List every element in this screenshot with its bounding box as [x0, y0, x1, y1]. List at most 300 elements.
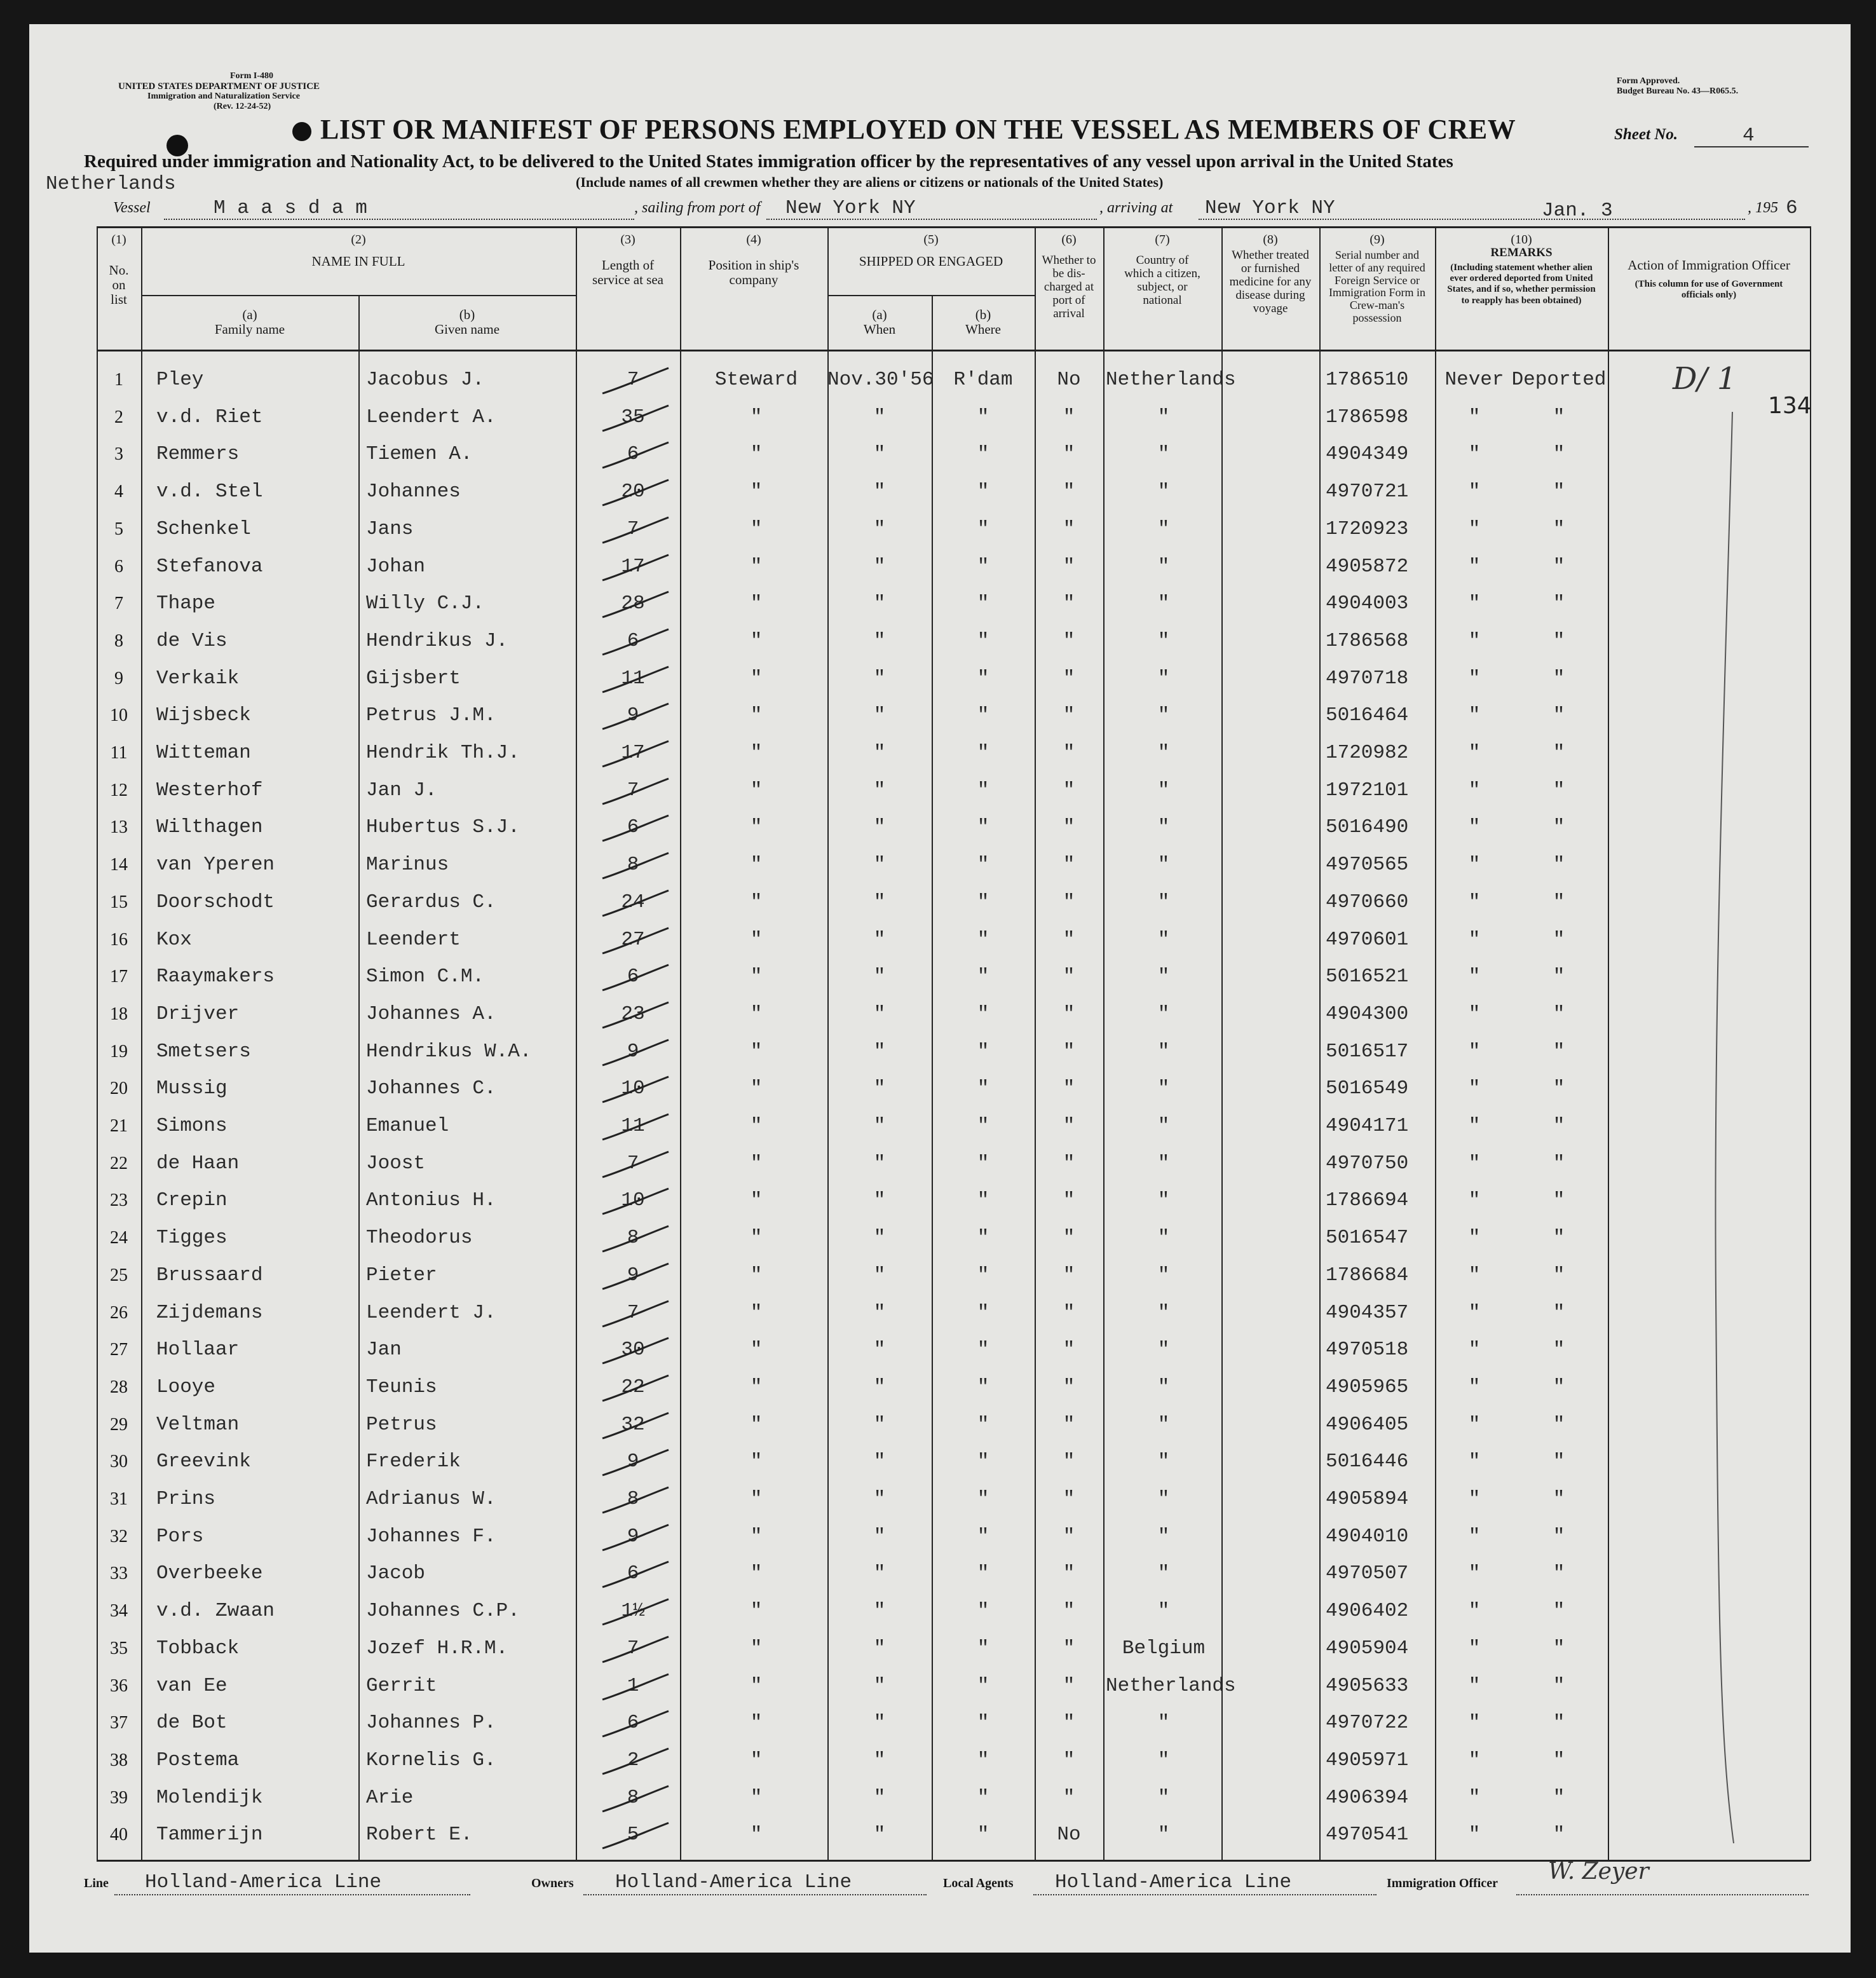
shipped-sub-divider	[827, 295, 1035, 296]
discharged: "	[1063, 1115, 1075, 1137]
discharged: "	[1063, 1450, 1075, 1473]
row-number: 20	[110, 1079, 128, 1099]
family-name: Postema	[156, 1749, 240, 1771]
service-strike-mark	[597, 1299, 674, 1330]
family-name: Greevink	[156, 1450, 251, 1473]
table-row	[29, 1481, 1851, 1518]
shipped-when: "	[873, 1189, 886, 1212]
discharged: "	[1063, 1637, 1075, 1660]
family-name: Tammerijn	[156, 1824, 263, 1846]
shipped-where: "	[977, 481, 989, 503]
service-length: 6	[627, 1712, 639, 1735]
service-length: 7	[627, 1637, 639, 1660]
country: "	[1157, 742, 1170, 764]
service-strike-mark	[597, 1000, 674, 1032]
position: "	[750, 816, 763, 839]
family-name: Simons	[156, 1115, 228, 1137]
position: "	[750, 517, 763, 540]
table-row	[29, 623, 1851, 660]
position: "	[750, 1189, 763, 1212]
serial-number: 4904003	[1326, 592, 1409, 615]
discharged: "	[1063, 629, 1075, 652]
country: "	[1157, 406, 1170, 428]
vessel-name: M a a s d a m	[214, 197, 367, 219]
discharged: "	[1063, 1077, 1075, 1100]
remarks-never: "	[1468, 779, 1481, 801]
given-name: Joost	[366, 1152, 426, 1175]
discharged: "	[1063, 443, 1075, 466]
family-name: Stefanova	[156, 555, 263, 578]
shipped-where: "	[977, 1264, 989, 1286]
position: "	[750, 555, 763, 578]
discharged: "	[1063, 1749, 1075, 1771]
row-number: 4	[114, 482, 123, 502]
shipped-where: "	[977, 854, 989, 876]
serial-number: 4970722	[1326, 1712, 1409, 1735]
given-name: Johannes F.	[366, 1525, 496, 1548]
shipped-where: "	[977, 1674, 989, 1697]
serial-number: 5016547	[1326, 1227, 1409, 1250]
family-name: v.d. Riet	[156, 406, 263, 428]
discharged: "	[1063, 1339, 1075, 1361]
remarks-never: "	[1468, 629, 1481, 652]
table-row	[29, 1780, 1851, 1817]
shipped-where: "	[977, 1040, 989, 1063]
family-name: v.d. Stel	[156, 481, 263, 503]
shipped-where: "	[977, 1301, 989, 1324]
serial-number: 4970518	[1326, 1339, 1409, 1361]
serial-number: 4904171	[1326, 1115, 1409, 1137]
service-strike-mark	[597, 477, 674, 509]
discharged: "	[1063, 555, 1075, 578]
position: "	[750, 629, 763, 652]
row-number: 40	[110, 1825, 128, 1845]
arriving-label: , arriving at	[1099, 200, 1173, 216]
remarks-deported: "	[1553, 854, 1565, 876]
col2-title: NAME IN FULL	[311, 254, 405, 269]
shipped-where: "	[977, 1152, 989, 1175]
position: "	[750, 928, 763, 951]
row-number: 29	[110, 1414, 128, 1435]
country: Netherlands	[1106, 1674, 1236, 1697]
remarks-deported: "	[1553, 1077, 1565, 1100]
serial-number: 4904300	[1326, 1002, 1409, 1025]
serial-number: 5016549	[1326, 1077, 1409, 1100]
shipped-when: "	[873, 1339, 886, 1361]
col3-number: (3)	[620, 233, 636, 247]
col2a-header	[141, 308, 358, 337]
row-number: 25	[110, 1265, 128, 1285]
row-number: 28	[110, 1377, 128, 1397]
table-row	[29, 958, 1851, 996]
shipped-when: "	[873, 1115, 886, 1137]
discharged: "	[1063, 592, 1075, 615]
position: "	[750, 1824, 763, 1846]
position: "	[750, 592, 763, 615]
family-name: de Haan	[156, 1152, 240, 1175]
col4-number: (4)	[746, 233, 761, 247]
col5a-header	[827, 308, 932, 337]
service-strike-mark	[597, 1672, 674, 1703]
table-row	[29, 1555, 1851, 1593]
discharged: "	[1063, 1040, 1075, 1063]
shipped-when: "	[873, 1749, 886, 1771]
shipped-where: "	[977, 1637, 989, 1660]
service-length: 9	[627, 1040, 639, 1063]
given-name: Hubertus S.J.	[366, 816, 520, 839]
family-name: Smetsers	[156, 1040, 251, 1063]
col5a-title: When	[863, 322, 896, 338]
remarks-deported: "	[1553, 816, 1565, 839]
service-strike-mark	[597, 440, 674, 472]
service-length: 23	[621, 1002, 645, 1025]
owners-value: Holland-America Line	[615, 1871, 852, 1893]
row-number: 7	[114, 594, 123, 614]
given-name: Petrus J.M.	[366, 704, 496, 727]
position: "	[750, 1637, 763, 1660]
position: "	[750, 1115, 763, 1137]
shipped-where: "	[977, 517, 989, 540]
given-name: Pieter	[366, 1264, 437, 1286]
country: Belgium	[1122, 1637, 1206, 1660]
discharged: "	[1063, 1562, 1075, 1585]
row-number: 37	[110, 1713, 128, 1733]
service-length: 9	[627, 1450, 639, 1473]
service-length: 8	[627, 1786, 639, 1809]
position: "	[750, 481, 763, 503]
shipped-when: "	[873, 555, 886, 578]
discharged: "	[1063, 965, 1075, 988]
country: "	[1157, 1786, 1170, 1809]
table-top-border	[97, 226, 1810, 228]
remarks-deported: "	[1553, 406, 1565, 428]
service-length: 27	[621, 928, 645, 951]
shipped-when: "	[873, 965, 886, 988]
shipped-where: "	[977, 816, 989, 839]
family-name: Wijsbeck	[156, 704, 251, 727]
table-row	[29, 1108, 1851, 1145]
position: "	[750, 1227, 763, 1250]
col5-number: (5)	[923, 233, 939, 247]
position: "	[750, 1152, 763, 1175]
table-row	[29, 1668, 1851, 1705]
arrival-date: Jan. 3	[1542, 200, 1613, 222]
country: "	[1157, 965, 1170, 988]
serial-number: 1786510	[1326, 369, 1409, 391]
family-name: Pors	[156, 1525, 204, 1548]
service-strike-mark	[597, 1485, 674, 1517]
discharged: "	[1063, 481, 1075, 503]
remarks-never: "	[1468, 1002, 1481, 1025]
service-length: 17	[621, 555, 645, 578]
family-name: Molendijk	[156, 1786, 263, 1809]
service-length: 35	[621, 406, 645, 428]
col1-title: No. on list	[109, 263, 129, 308]
remarks-deported: "	[1553, 1450, 1565, 1473]
remarks-never: "	[1468, 928, 1481, 951]
shipped-when: "	[873, 1600, 886, 1623]
serial-number: 4905965	[1326, 1375, 1409, 1398]
country: "	[1157, 443, 1170, 466]
table-row	[29, 772, 1851, 810]
position: "	[750, 779, 763, 801]
given-name: Willy C.J.	[366, 592, 485, 615]
family-name: Crepin	[156, 1189, 228, 1212]
position: "	[750, 742, 763, 764]
discharged: "	[1063, 704, 1075, 727]
service-strike-mark	[597, 1074, 674, 1106]
shipped-when: "	[873, 890, 886, 913]
shipped-where: "	[977, 928, 989, 951]
discharged: "	[1063, 779, 1075, 801]
service-length: 17	[621, 742, 645, 764]
given-name: Kornelis G.	[366, 1749, 496, 1771]
given-name: Leendert A.	[366, 406, 496, 428]
position: "	[750, 1749, 763, 1771]
shipped-when: "	[873, 592, 886, 615]
col4-header	[680, 233, 827, 287]
col3-header	[576, 233, 680, 287]
position: "	[750, 854, 763, 876]
row-number: 15	[110, 892, 128, 912]
col11-title: Action of Immigration Officer	[1628, 257, 1790, 273]
country: "	[1157, 1227, 1170, 1250]
serial-number: 4970718	[1326, 667, 1409, 690]
family-name: de Vis	[156, 629, 228, 652]
country: "	[1157, 1077, 1170, 1100]
service-strike-mark	[597, 1112, 674, 1143]
position: "	[750, 1040, 763, 1063]
service-length: 7	[627, 517, 639, 540]
shipped-when: "	[873, 1264, 886, 1286]
discharged: "	[1063, 1712, 1075, 1735]
given-name: Frederik	[366, 1450, 461, 1473]
row-number: 3	[114, 444, 123, 465]
table-row	[29, 922, 1851, 959]
shipped-where: "	[977, 592, 989, 615]
remarks-deported: "	[1553, 1637, 1565, 1660]
shipped-where: "	[977, 555, 989, 578]
row-number: 16	[110, 929, 128, 950]
discharged: "	[1063, 816, 1075, 839]
remarks-never: Never	[1444, 369, 1504, 391]
position: "	[750, 1002, 763, 1025]
position: "	[750, 1488, 763, 1510]
service-strike-mark	[597, 552, 674, 584]
remarks-never: "	[1468, 1375, 1481, 1398]
service-length: 6	[627, 443, 639, 466]
shipped-where: "	[977, 779, 989, 801]
service-strike-mark	[597, 1261, 674, 1293]
discharged: "	[1063, 1152, 1075, 1175]
officer-mark: D/ 1	[1673, 361, 1737, 397]
given-name: Leendert J.	[366, 1301, 496, 1324]
service-length: 5	[627, 1824, 639, 1846]
table-row	[29, 1817, 1851, 1854]
service-length: 28	[621, 592, 645, 615]
row-number: 33	[110, 1564, 128, 1584]
country: "	[1157, 1040, 1170, 1063]
service-length: 9	[627, 1264, 639, 1286]
service-length: 11	[621, 667, 645, 690]
shipped-when: "	[873, 1674, 886, 1697]
col7-title: Country of which a citizen, subject, or national	[1124, 254, 1200, 307]
given-name: Emanuel	[366, 1115, 449, 1137]
remarks-deported: "	[1553, 1674, 1565, 1697]
table-row	[29, 436, 1851, 474]
service-length: 1	[627, 1674, 639, 1697]
row-number: 38	[110, 1750, 128, 1770]
country: "	[1157, 1413, 1170, 1436]
service-strike-mark	[597, 1709, 674, 1740]
row-number: 32	[110, 1526, 128, 1546]
service-strike-mark	[597, 1149, 674, 1181]
officer-signature: W. Zeyer	[1548, 1859, 1649, 1885]
service-strike-mark	[597, 888, 674, 920]
remarks-deported: "	[1553, 1189, 1565, 1212]
service-length: 6	[627, 816, 639, 839]
shipped-when: "	[873, 1562, 886, 1585]
col10-title: REMARKS	[1490, 246, 1553, 259]
discharged: "	[1063, 1227, 1075, 1250]
given-name: Gerrit	[366, 1674, 437, 1697]
discharged: "	[1063, 928, 1075, 951]
service-length: 7	[627, 1301, 639, 1324]
remarks-deported: "	[1553, 1525, 1565, 1548]
position: "	[750, 1525, 763, 1548]
country: "	[1157, 629, 1170, 652]
position: "	[750, 1301, 763, 1324]
serial-number: 4905894	[1326, 1488, 1409, 1510]
manifest-subtitle: Required under immigration and Nationality Act, to be delivered to the United States immigration officer by the representatives of any vessel upon arrival in the United States	[84, 151, 1453, 172]
year-prefix: , 195	[1748, 200, 1778, 216]
shipped-where: "	[977, 890, 989, 913]
service-length: 9	[627, 704, 639, 727]
table-row	[29, 847, 1851, 884]
given-name: Antonius H.	[366, 1189, 496, 1212]
remarks-never: "	[1468, 517, 1481, 540]
service-strike-mark	[597, 1037, 674, 1069]
sailing-label: , sailing from port of	[634, 200, 761, 216]
table-row	[29, 697, 1851, 735]
shipped-when: "	[873, 1525, 886, 1548]
remarks-deported: "	[1553, 1339, 1565, 1361]
shipped-where: "	[977, 1712, 989, 1735]
officer-label: Immigration Officer	[1387, 1876, 1498, 1890]
discharged: "	[1063, 1264, 1075, 1286]
row-number: 12	[110, 780, 128, 800]
country: "	[1157, 1339, 1170, 1361]
col2b-letter: (b)	[459, 307, 475, 322]
shipped-where: "	[977, 629, 989, 652]
given-name: Gerardus C.	[366, 890, 496, 913]
position: "	[750, 1264, 763, 1286]
shipped-when: "	[873, 406, 886, 428]
serial-number: 4970601	[1326, 928, 1409, 951]
remarks-deported: "	[1553, 443, 1565, 466]
table-row	[29, 1407, 1851, 1444]
service-length: 1½	[621, 1600, 645, 1623]
remarks-never: "	[1468, 406, 1481, 428]
row-number: 30	[110, 1452, 128, 1472]
department-name: UNITED STATES DEPARTMENT OF JUSTICE	[118, 81, 320, 92]
row-number: 26	[110, 1302, 128, 1323]
given-name: Leendert	[366, 928, 461, 951]
table-row	[29, 996, 1851, 1033]
col7-number: (7)	[1155, 233, 1170, 247]
remarks-never: "	[1468, 1413, 1481, 1436]
col9-title: Serial number and letter of any required Foreign Service or Immigration Form in Crew-man's possession	[1329, 249, 1425, 324]
row-number: 1	[114, 370, 123, 390]
serial-number: 1786568	[1326, 629, 1409, 652]
table-row	[29, 1295, 1851, 1332]
discharged: "	[1063, 1189, 1075, 1212]
position: "	[750, 1674, 763, 1697]
serial-number: 4970721	[1326, 481, 1409, 503]
row-number: 23	[110, 1190, 128, 1211]
position: "	[750, 443, 763, 466]
agents-label: Local Agents	[943, 1876, 1014, 1890]
serial-number: 1786684	[1326, 1264, 1409, 1286]
family-name: de Bot	[156, 1712, 228, 1735]
given-name: Johannes P.	[366, 1712, 496, 1735]
remarks-deported: "	[1553, 1488, 1565, 1510]
country: "	[1157, 1115, 1170, 1137]
serial-number: 4970507	[1326, 1562, 1409, 1585]
service-length: 32	[621, 1413, 645, 1436]
shipped-when: "	[873, 629, 886, 652]
col9-number: (9)	[1370, 233, 1385, 247]
remarks-deported: "	[1553, 1712, 1565, 1735]
service-length: 7	[627, 779, 639, 801]
country: "	[1157, 779, 1170, 801]
country: "	[1157, 1600, 1170, 1623]
family-name: Doorschodt	[156, 890, 275, 913]
remarks-never: "	[1468, 742, 1481, 764]
remarks-never: "	[1468, 854, 1481, 876]
family-name: v.d. Zwaan	[156, 1600, 275, 1623]
service-strike-mark	[597, 813, 674, 845]
service-length: 6	[627, 1562, 639, 1585]
row-number: 27	[110, 1340, 128, 1360]
given-name: Simon C.M.	[366, 965, 485, 988]
shipped-where: "	[977, 1786, 989, 1809]
serial-number: 5016490	[1326, 816, 1409, 839]
given-name: Jan J.	[366, 779, 437, 801]
country: "	[1157, 1712, 1170, 1735]
shipped-when: "	[873, 443, 886, 466]
flag-nation: Netherlands	[46, 173, 176, 195]
position: "	[750, 667, 763, 690]
remarks-deported: "	[1553, 1600, 1565, 1623]
col11-subtitle: (This column for use of Government officials only)	[1635, 279, 1783, 301]
col5-title: SHIPPED OR ENGAGED	[859, 254, 1003, 269]
given-name: Gijsbert	[366, 667, 461, 690]
position: Steward	[714, 369, 798, 391]
line-value: Holland-America Line	[145, 1871, 382, 1893]
shipped-when: Nov.30'56	[827, 369, 934, 391]
given-name: Johannes C.	[366, 1077, 496, 1100]
col2b-header	[358, 308, 576, 337]
country: "	[1157, 481, 1170, 503]
shipped-when: "	[873, 816, 886, 839]
shipped-where: "	[977, 443, 989, 466]
remarks-never: "	[1468, 481, 1481, 503]
remarks-deported: "	[1553, 517, 1565, 540]
remarks-never: "	[1468, 704, 1481, 727]
discharged: "	[1063, 667, 1075, 690]
col4-title: Position in ship's company	[708, 257, 799, 288]
